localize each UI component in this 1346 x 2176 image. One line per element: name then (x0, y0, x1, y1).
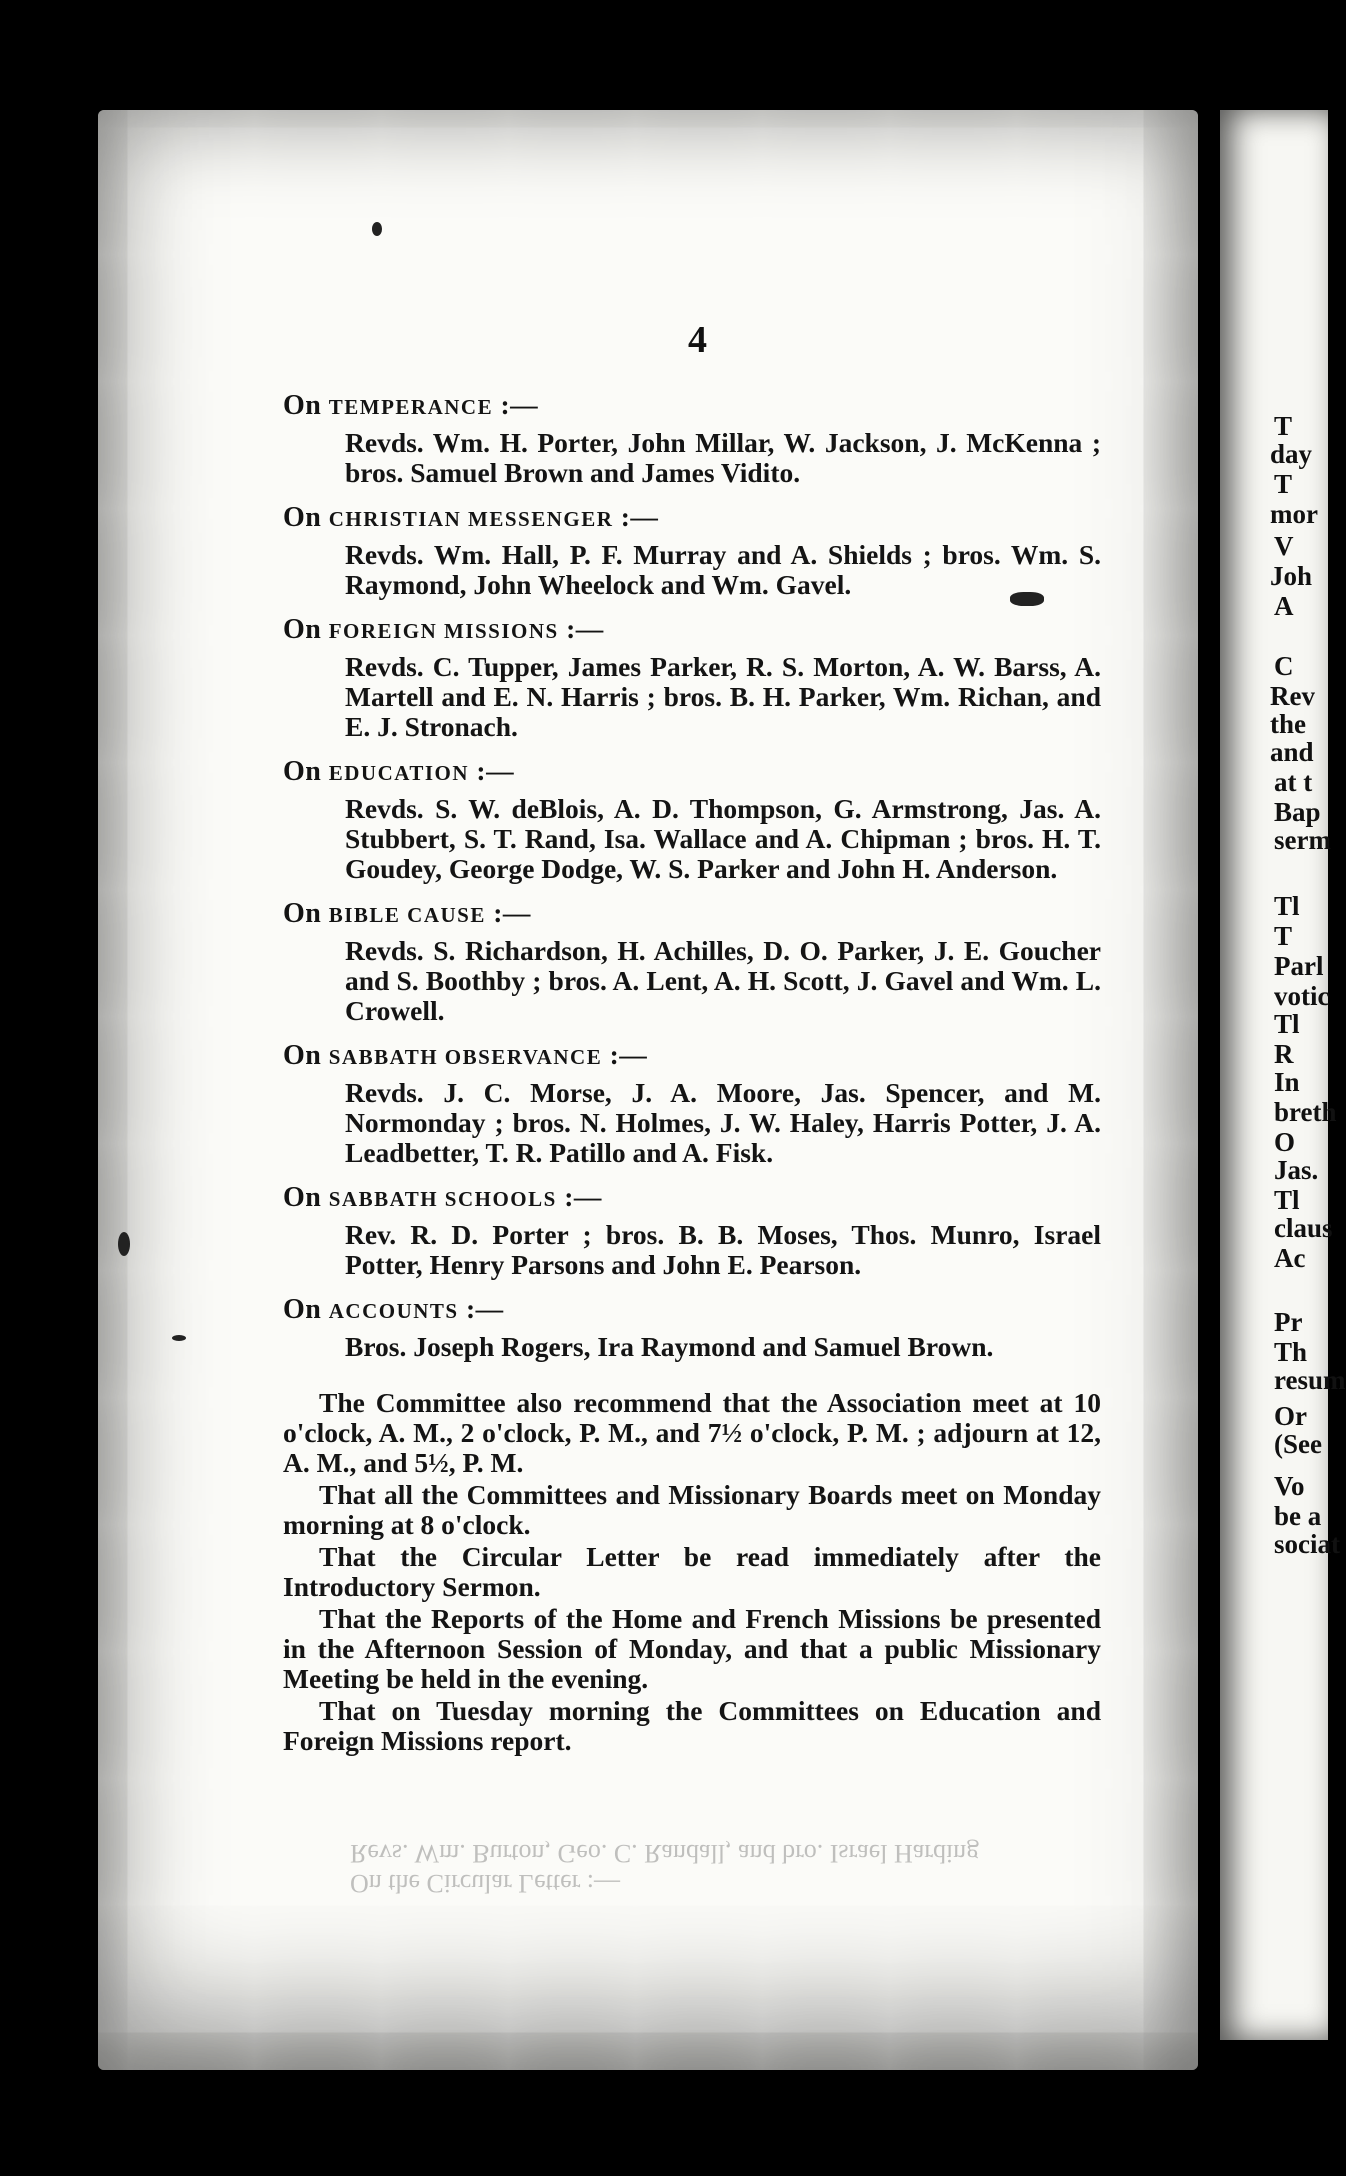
adjacent-page-fragment: serm (1274, 825, 1331, 855)
ink-speck (118, 1232, 130, 1256)
ink-speck (372, 222, 382, 236)
adjacent-page-fragment: Tl (1274, 1009, 1300, 1039)
adjacent-page-fragment: In (1274, 1067, 1300, 1097)
adjacent-page-fragment: day (1270, 439, 1313, 469)
heading-suffix: :— (558, 613, 604, 644)
recommendation-paragraph: That all the Committees and Missionary Boards meet on Monday morning at 8 o'clock. (283, 1479, 1101, 1540)
adjacent-page-fragment: T (1274, 469, 1293, 499)
committee-members: Bros. Joseph Rogers, Ira Raymond and Samuel Brown. (345, 1331, 994, 1362)
heading-suffix: :— (613, 501, 659, 532)
adjacent-page-fragment: Or (1274, 1401, 1307, 1431)
adjacent-page-fragment: Jas. (1274, 1155, 1319, 1185)
adjacent-page-fragment: Bap (1274, 797, 1321, 827)
adjacent-page-fragment: and (1270, 737, 1314, 767)
committee-section (283, 390, 1101, 488)
ink-speck (1010, 592, 1044, 606)
adjacent-page-fragment: claus (1274, 1213, 1333, 1243)
recommendation-paragraph: The Committee also recommend that the Association meet at 10 o'clock, A. M., 2 o'clock, P. M., and 7½ o'clock, P. M. ; adjourn at 12, A. M., and 5½, P. M. (283, 1387, 1101, 1478)
adjacent-page-fragment: breth (1274, 1097, 1337, 1127)
recommendations (283, 1388, 1101, 1756)
committee-heading (283, 1182, 1101, 1214)
heading-suffix: :— (602, 1039, 648, 1070)
committee-heading (283, 756, 1101, 788)
adjacent-page-fragment: Ac (1274, 1243, 1306, 1273)
adjacent-page-fragment: Th (1274, 1337, 1308, 1367)
committee-section (283, 1182, 1101, 1280)
recommendation-paragraph: That the Circular Letter be read immediately after the Introductory Sermon. (283, 1541, 1101, 1602)
adjacent-page-fragment: C (1274, 651, 1294, 681)
bleed-through-line: On the Circular Letter :— (350, 1869, 621, 1898)
bleed-through-line: Revs. Wm. Burton, Geo. C. Randall, and bro. Israel Harding (350, 1839, 980, 1868)
committee-section (283, 502, 1101, 600)
heading-prefix: On (283, 614, 322, 645)
adjacent-page-fragment: Vo (1274, 1471, 1305, 1501)
heading-title: SABBATH SCHOOLS (328, 1187, 557, 1211)
heading-title: CHRISTIAN MESSENGER (328, 507, 614, 531)
adjacent-page-fragment: R (1274, 1039, 1294, 1069)
recommendation-paragraph: That the Reports of the Home and French Missions be presented in the Afternoon Session of Monday, and that a public Missionary Meeting be held in the evening. (283, 1603, 1101, 1694)
adjacent-page-fragment: O (1274, 1127, 1296, 1157)
committee-heading (283, 898, 1101, 930)
committee-section (283, 614, 1101, 742)
heading-prefix: On (283, 898, 322, 929)
heading-prefix: On (283, 1040, 322, 1071)
committee-members: Rev. R. D. Porter ; bros. B. B. Moses, Thos. Munro, Israel Potter, Henry Parsons and John E. Pearson. (345, 1219, 1101, 1280)
committee-members: Revds. Wm. H. Porter, John Millar, W. Jackson, J. McKenna ; bros. Samuel Brown and James Vidito. (345, 427, 1101, 488)
adjacent-page-fragment: Pr (1274, 1307, 1303, 1337)
adjacent-page-fragment: V (1274, 531, 1294, 561)
adjacent-page-fragment: A (1274, 591, 1294, 621)
heading-title: FOREIGN MISSIONS (328, 619, 559, 643)
committee-list (283, 390, 1101, 1362)
adjacent-page-fragment: be a (1274, 1501, 1322, 1531)
heading-title: ACCOUNTS (328, 1299, 459, 1323)
adjacent-page-fragment: (See (1274, 1429, 1322, 1459)
heading-prefix: On (283, 756, 322, 787)
committee-section (283, 756, 1101, 884)
adjacent-page-fragment: Tl (1274, 1185, 1300, 1215)
adjacent-page-edge (1220, 110, 1346, 2040)
heading-suffix: :— (556, 1181, 602, 1212)
bleed-through-text (350, 1838, 1050, 1898)
ink-speck (172, 1335, 186, 1341)
committee-heading (283, 614, 1101, 646)
adjacent-page-fragment: votic (1274, 981, 1330, 1011)
adjacent-page-fragment: Joh (1270, 561, 1313, 591)
adjacent-page-fragment: T (1274, 411, 1293, 441)
page-body (283, 390, 1101, 1756)
committee-section (283, 1294, 1101, 1362)
heading-prefix: On (283, 1182, 322, 1213)
committee-members: Revds. C. Tupper, James Parker, R. S. Morton, A. W. Barss, A. Martell and E. N. Harris ; bros. B. H. Parker, Wm. Richan, and E. J. Stronach. (345, 651, 1101, 742)
heading-title: BIBLE CAUSE (328, 903, 486, 927)
committee-heading (283, 502, 1101, 534)
committee-section (283, 898, 1101, 1026)
committee-members: Revds. J. C. Morse, J. A. Moore, Jas. Spencer, and M. Normonday ; bros. N. Holmes, J. W. Haley, Harris Potter, J. A. Leadbetter, T. R. Patillo and A. Fisk. (345, 1077, 1101, 1168)
committee-heading (283, 1294, 1101, 1326)
recommendation-paragraph: That on Tuesday morning the Committees on Education and Foreign Missions report. (283, 1695, 1101, 1756)
adjacent-page-fragment: mor (1270, 499, 1318, 529)
committee-members: Revds. Wm. Hall, P. F. Murray and A. Shields ; bros. Wm. S. Raymond, John Wheelock and Wm. Gavel. (345, 539, 1101, 600)
heading-prefix: On (283, 502, 322, 533)
adjacent-page-fragment: Tl (1274, 891, 1300, 921)
heading-suffix: :— (469, 755, 515, 786)
committee-heading (283, 1040, 1101, 1072)
committee-members: Revds. S. W. deBlois, A. D. Thompson, G. Armstrong, Jas. A. Stubbert, S. T. Rand, Isa. Wallace and A. Chipman ; bros. H. T. Goudey, George Dodge, W. S. Parker and John H. Anderson. (345, 793, 1101, 884)
page-number: 4 (688, 319, 707, 361)
adjacent-page-fragment: at t (1274, 767, 1313, 797)
adjacent-page-fragment: the (1270, 709, 1306, 739)
adjacent-page-fragment: Rev (1270, 681, 1315, 711)
heading-suffix: :— (458, 1293, 504, 1324)
heading-title: EDUCATION (328, 761, 470, 785)
heading-prefix: On (283, 390, 322, 421)
heading-suffix: :— (485, 897, 531, 928)
committee-section (283, 1040, 1101, 1168)
adjacent-page-fragment: resum (1274, 1365, 1346, 1395)
heading-title: SABBATH OBSERVANCE (328, 1045, 603, 1069)
adjacent-page-fragment: T (1274, 921, 1293, 951)
committee-members: Revds. S. Richardson, H. Achilles, D. O. Parker, J. E. Goucher and S. Boothby ; bros. A. Lent, A. H. Scott, J. Gavel and Wm. L. Crowell. (345, 935, 1101, 1026)
adjacent-page-fragment: Parl (1274, 951, 1324, 981)
committee-heading (283, 390, 1101, 422)
adjacent-page-fragment: sociat (1274, 1529, 1340, 1559)
heading-suffix: :— (493, 389, 539, 420)
heading-title: TEMPERANCE (328, 395, 494, 419)
heading-prefix: On (283, 1294, 322, 1325)
